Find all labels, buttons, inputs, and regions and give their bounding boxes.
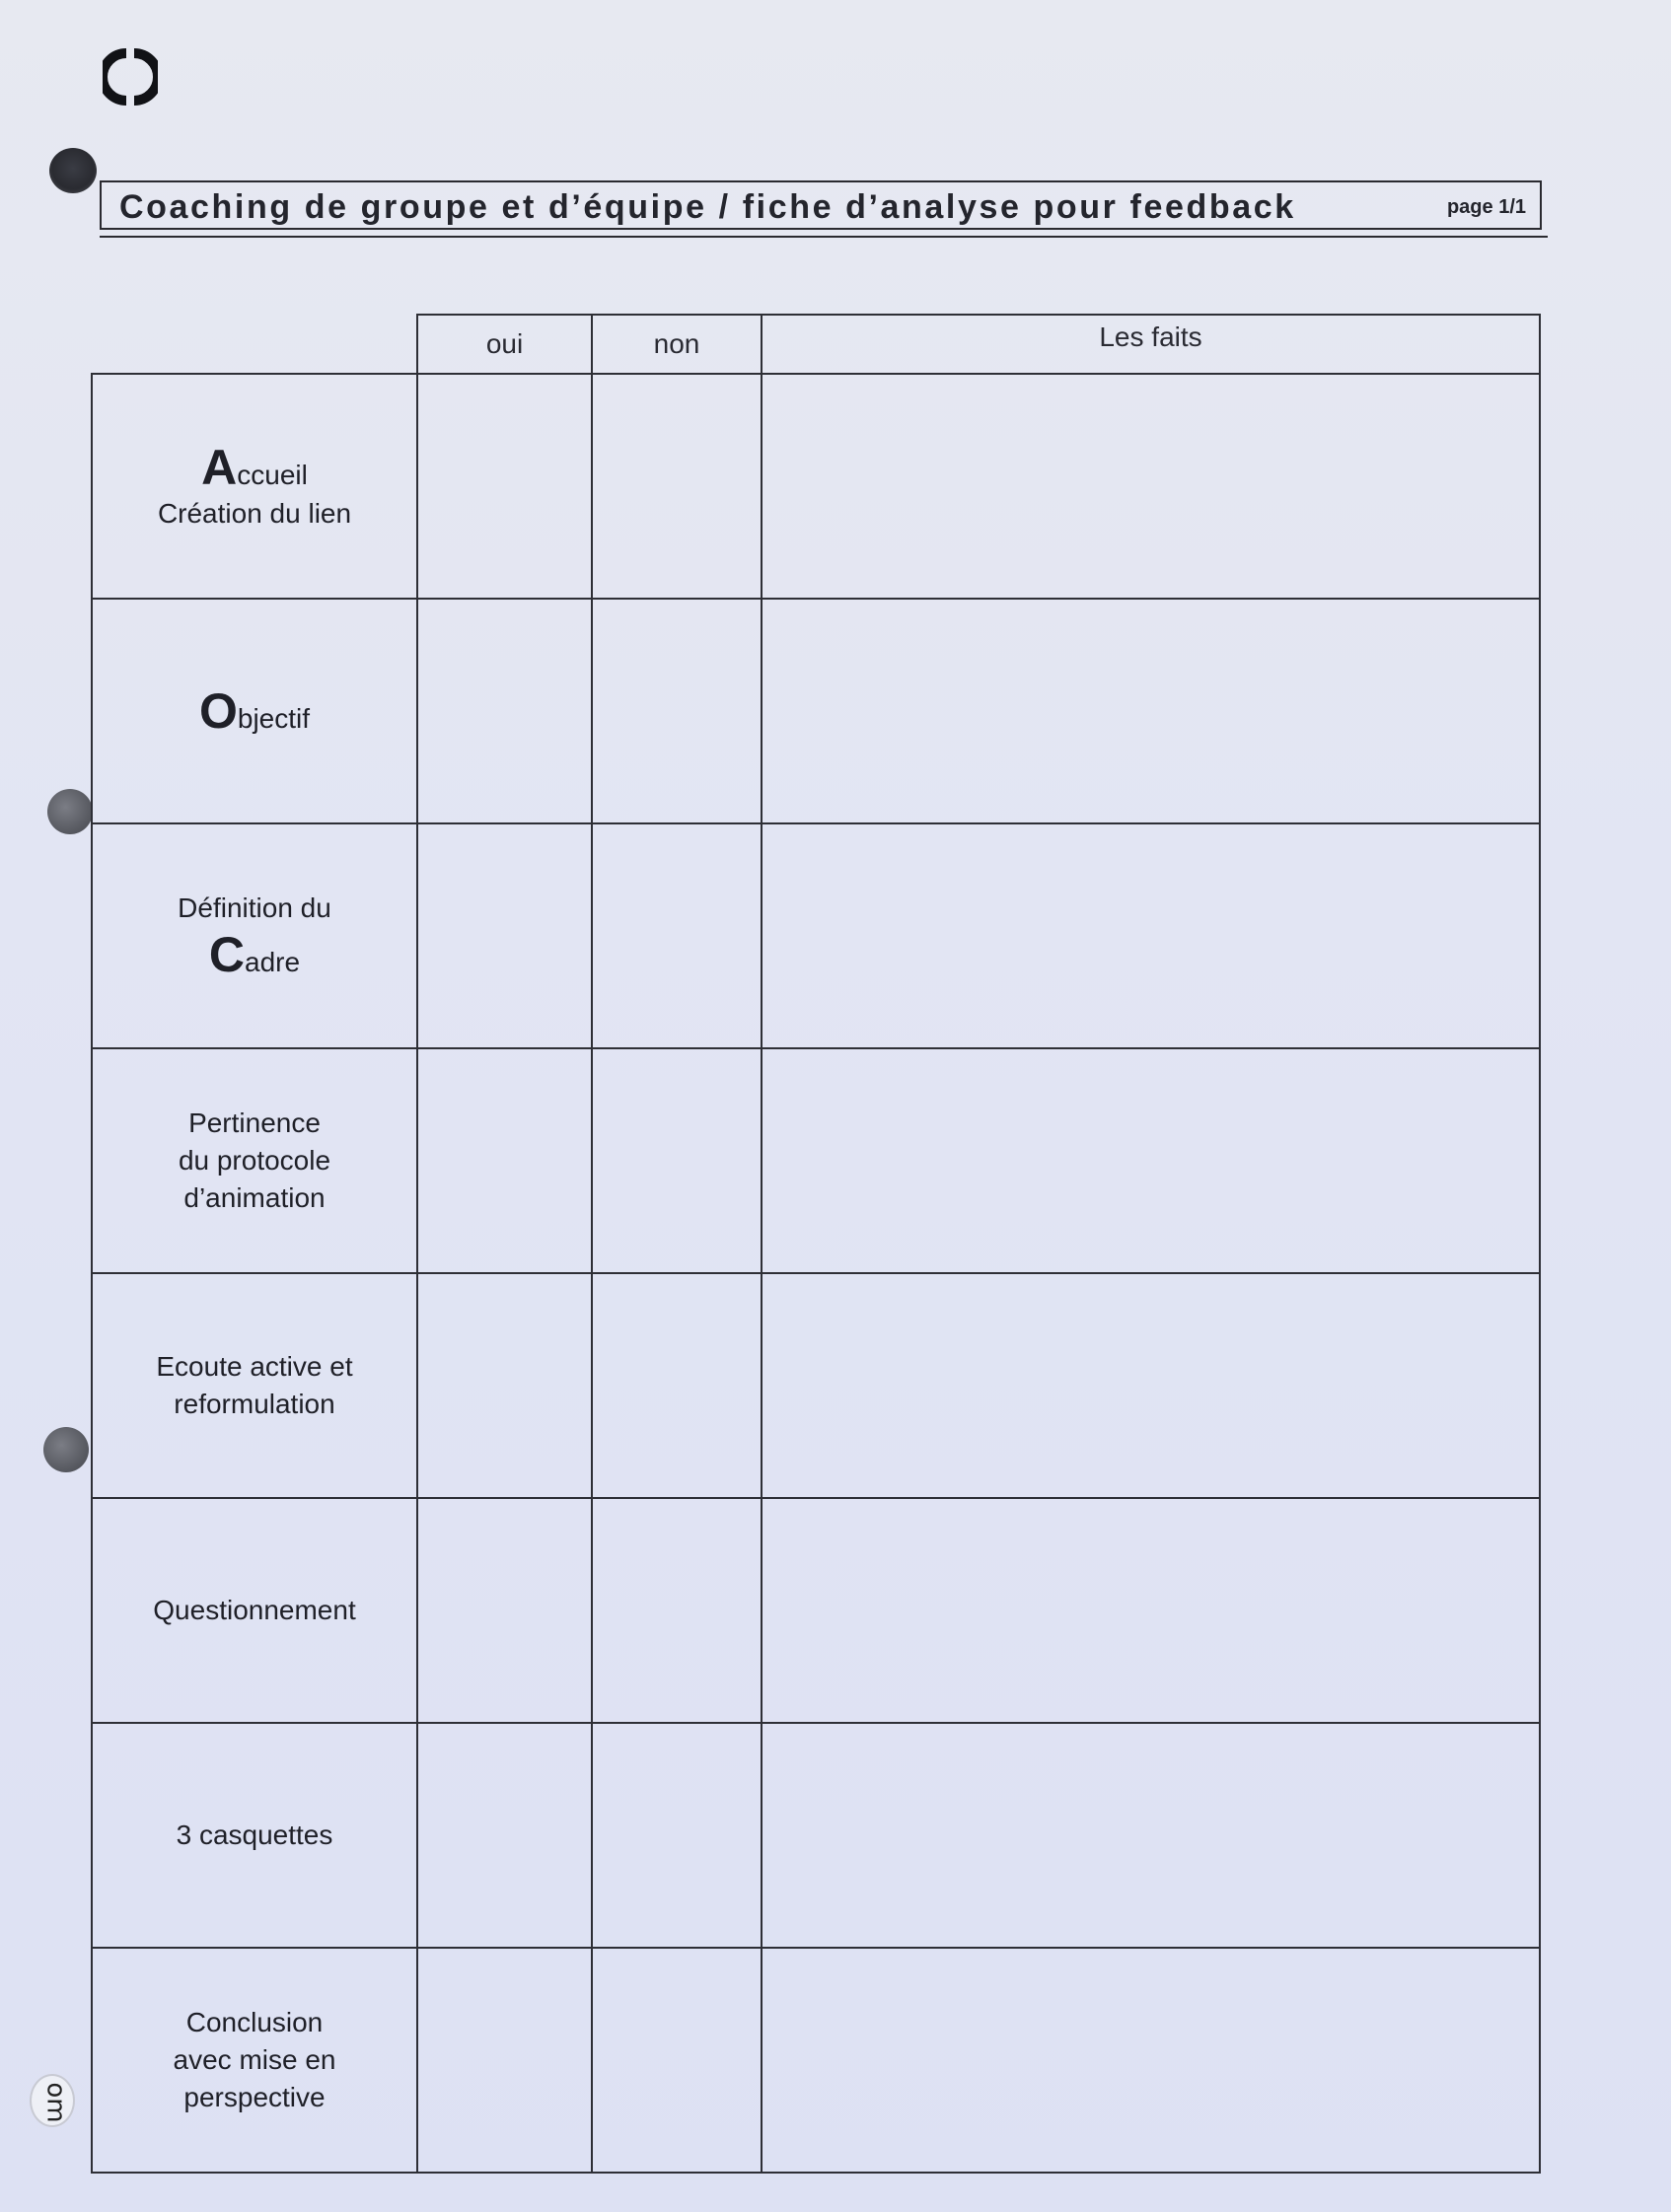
faits-input-cell[interactable]	[762, 1723, 1540, 1948]
criterion-label-questionnement	[92, 1498, 417, 1723]
binder-hole-icon	[43, 1427, 89, 1472]
header-row	[92, 315, 1540, 374]
criterion-initial: C	[208, 927, 246, 982]
faits-input-cell[interactable]	[762, 1498, 1540, 1723]
non-checkbox-cell[interactable]	[592, 1948, 762, 2173]
non-checkbox-cell[interactable]	[592, 599, 762, 823]
corner-cell	[92, 315, 417, 374]
column-header-les-faits: Les faits	[762, 315, 1540, 374]
page-number: page 1/1	[1446, 196, 1526, 218]
oui-checkbox-cell[interactable]	[417, 823, 592, 1048]
non-checkbox-cell[interactable]	[592, 1723, 762, 1948]
criterion-line: perspective	[183, 2082, 326, 2112]
criterion-initial: O	[198, 683, 238, 739]
binder-hole-icon	[47, 789, 93, 834]
oui-checkbox-cell[interactable]	[417, 599, 592, 823]
criterion-line: reformulation	[174, 1389, 335, 1419]
document-title: Coaching de groupe et d’équipe / fiche d’analyse pour feedback	[119, 188, 1296, 226]
criterion-line: du protocole	[178, 1145, 331, 1176]
table-row	[92, 599, 1540, 823]
faits-input-cell[interactable]	[762, 599, 1540, 823]
oui-checkbox-cell[interactable]	[417, 374, 592, 599]
oui-checkbox-cell[interactable]	[417, 1723, 592, 1948]
non-checkbox-cell[interactable]	[592, 1498, 762, 1723]
non-checkbox-cell[interactable]	[592, 374, 762, 599]
criterion-line: Ecoute active et	[156, 1351, 353, 1382]
criterion-label-conclusion	[92, 1948, 417, 2173]
criterion-initial: A	[201, 440, 238, 495]
table-row	[92, 1273, 1540, 1498]
criterion-title	[93, 683, 416, 739]
table-row	[92, 374, 1540, 599]
criterion-line: 3 casquettes	[176, 1820, 333, 1850]
faits-input-cell[interactable]	[762, 374, 1540, 599]
side-stamp	[30, 2074, 75, 2127]
feedback-grid	[91, 314, 1541, 2174]
criterion-label-casquettes	[92, 1723, 417, 1948]
side-stamp-text: om	[40, 2082, 71, 2123]
non-checkbox-cell[interactable]	[592, 823, 762, 1048]
table-row	[92, 1498, 1540, 1723]
criterion-rest: ccueil	[237, 460, 308, 490]
binder-hole-icon	[49, 148, 97, 193]
column-header-oui: oui	[417, 315, 592, 374]
faits-input-cell[interactable]	[762, 1948, 1540, 2173]
criterion-line: Questionnement	[153, 1595, 356, 1625]
column-header-non: non	[592, 315, 762, 374]
criterion-line: Conclusion	[185, 2007, 324, 2037]
criterion-label-ecoute	[92, 1273, 417, 1498]
criterion-line: avec mise en	[173, 2044, 336, 2075]
criterion-subtitle: Création du lien	[157, 498, 352, 529]
criterion-label-accueil	[92, 374, 417, 599]
criterion-label-objectif	[92, 599, 417, 823]
oui-checkbox-cell[interactable]	[417, 1273, 592, 1498]
criterion-prefix: Définition du	[178, 892, 331, 923]
ring-logo-icon	[103, 47, 158, 107]
faits-input-cell[interactable]	[762, 1273, 1540, 1498]
criterion-line: d’animation	[183, 1182, 326, 1213]
non-checkbox-cell[interactable]	[592, 1273, 762, 1498]
table-row	[92, 1048, 1540, 1273]
table-row	[92, 1723, 1540, 1948]
criterion-label-pertinence	[92, 1048, 417, 1273]
criterion-rest: adre	[245, 947, 301, 977]
table-row	[92, 1948, 1540, 2173]
oui-checkbox-cell[interactable]	[417, 1948, 592, 2173]
document-header	[100, 180, 1542, 230]
criterion-rest: bjectif	[237, 703, 311, 734]
faits-input-cell[interactable]	[762, 823, 1540, 1048]
criterion-line: Pertinence	[188, 1107, 321, 1138]
table-row	[92, 823, 1540, 1048]
criterion-title	[93, 927, 416, 982]
header-divider	[100, 236, 1548, 238]
non-checkbox-cell[interactable]	[592, 1048, 762, 1273]
faits-input-cell[interactable]	[762, 1048, 1540, 1273]
oui-checkbox-cell[interactable]	[417, 1048, 592, 1273]
criterion-title	[93, 440, 416, 495]
criterion-label-cadre	[92, 823, 417, 1048]
oui-checkbox-cell[interactable]	[417, 1498, 592, 1723]
